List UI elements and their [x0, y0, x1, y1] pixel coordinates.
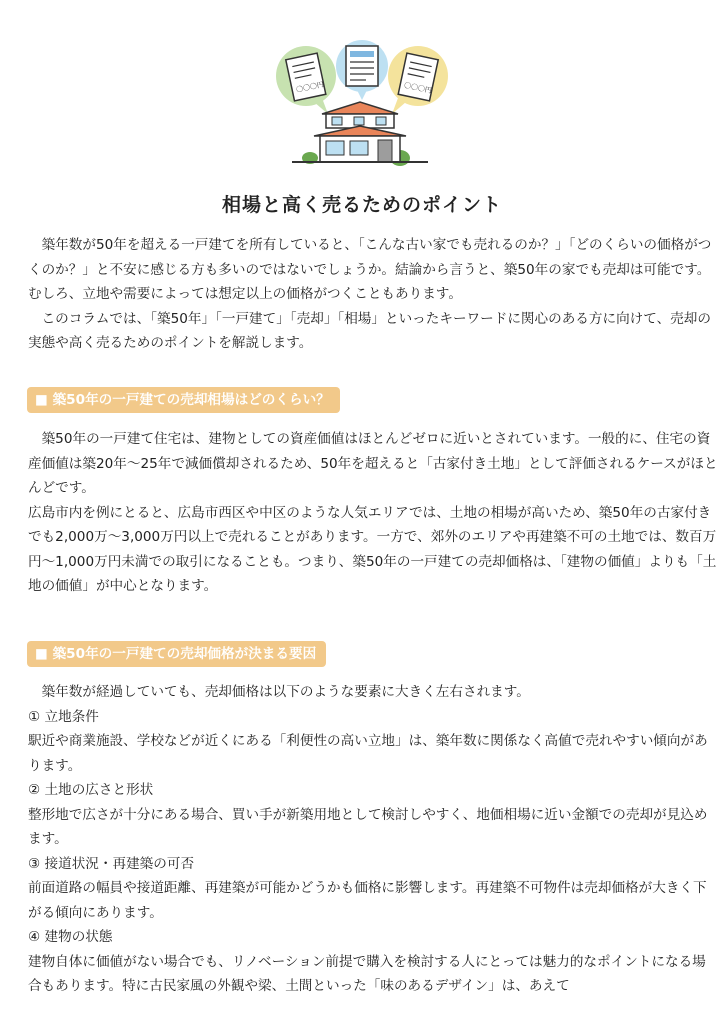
section-paragraph: 広島市内を例にとると、広島市西区や中区のような人気エリアでは、土地の相場が高いため、築50年の古家付きでも2,000万〜3,000万円以上で売れることがあります。一方で、郊外のエリアや再建築不可の土地では、数百万円〜1,000万円未満での取引になることも。つまり、築50年の一戸建ての売却価格は、「建物の価値」よりも「土地の価値」が中心となります。 — [28, 504, 717, 594]
intro-paragraph: このコラムでは、「築50年」「一戸建て」「売却」「相場」といったキーワードに関心のある方に向けて、売却の実態や高く売るためのポイントを解説します。 — [28, 310, 711, 351]
market-price-section — [28, 427, 718, 599]
price-factors-section — [28, 680, 718, 999]
section-lead: 築年数が経過していても、売却価格は以下のような要素に大きく左右されます。 — [41, 684, 530, 700]
section-paragraph: 築50年の一戸建て住宅は、建物としての資産価値はほとんどゼロに近いとされています。一般的に、住宅の資産価値は築20年〜25年で減価償却されるため、50年を超えると「古家付き土地」として評価されるケースがほとんどです。 — [28, 431, 718, 496]
intro-section — [28, 233, 718, 356]
doc-left-label: 〇〇〇円 — [295, 80, 325, 95]
house-icon — [292, 102, 428, 166]
house-with-documents-icon — [270, 40, 450, 170]
factor-text: 整形地で広さが十分にある場合、買い手が新築用地として検討しやすく、地価相場に近い金額での売却が見込めます。 — [28, 806, 708, 847]
factor-text: 駅近や商業施設、学校などが近くにある「利便性の高い立地」は、築年数に関係なく高値で売れやすい傾向があります。 — [28, 733, 708, 774]
factor-text: 建物自体に価値がない場合でも、リノベーション前提で購入を検討する人にとっては魅力的なポイントになる場合もあります。特に古民家風の外観や梁、土間といった「味のあるデザイン」は、あえて — [28, 953, 706, 994]
section-heading-market-price: ■ 築50年の一戸建ての売却相場はどのくらい？ — [27, 387, 340, 413]
doc-right-label: 〇〇〇円 — [403, 81, 433, 96]
factor-label: ② 土地の広さと形状 — [28, 782, 154, 798]
factor-label: ③ 接道状況・再建築の可否 — [28, 855, 195, 872]
page-title: 相場と高く売るためのポイント — [221, 194, 502, 216]
factor-label: ① 立地条件 — [28, 708, 99, 725]
factor-label: ④ 建物の状態 — [28, 929, 113, 945]
intro-paragraph: 築年数が50年を超える一戸建てを所有していると、「こんな古い家でも売れるのか？」「どのくらいの価格がつくのか？」と不安に感じる方も多いのではないでしょうか。結論から言うと、築50年の家でも売却は可能です。むしろ、立地や需要によっては想定以上の価格がつくこともあります。 — [28, 237, 712, 302]
document-center-icon — [346, 46, 378, 86]
factor-text: 前面道路の幅員や接道距離、再建築が可能かどうかも価格に影響します。再建築不可物件は売却価格が大きく下がる傾向にあります。 — [28, 880, 707, 921]
section-heading-price-factors: ■ 築50年の一戸建ての売却価格が決まる要因 — [27, 641, 326, 667]
